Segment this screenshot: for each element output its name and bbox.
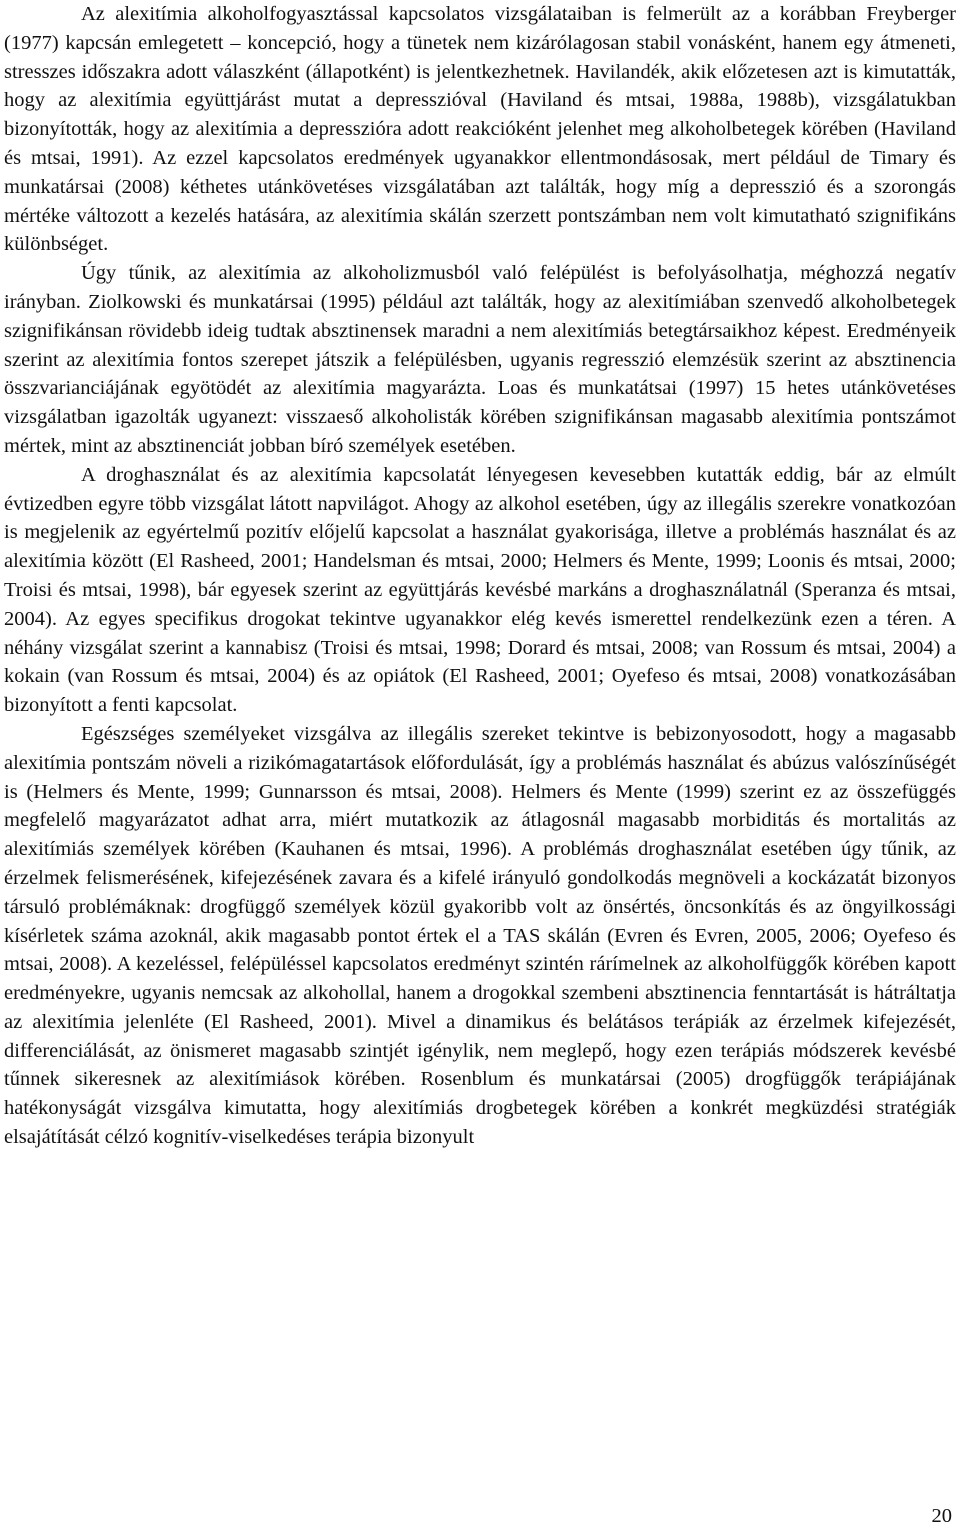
paragraph-healthy-subjects: Egészséges személyeket vizsgálva az illegális szereket tekintve is bebizonyosodott, hogy a magasabb alexitímia pontszám növeli a rizikómagatartások előfordulását, így a problémás használat és abúzus valószínűségét is (Helmers és Mente, 1999; Gunnarsson és mtsai, 2008). Helmers és Mente (1999) szerint ez az összefüggés megfelelő magyarázatot adhat arra, miért mutatkozik az átlagosnál magasabb morbiditás és mortalitás az alexitímiás személyek körében (Kauhanen és mtsai, 1996). A problémás droghasználat esetében úgy tűnik, az érzelmek felismerésének, kifejezésének zavara és a kifelé irányuló gondolkodás megnöveli a kockázatát bizonyos társuló problémáknak: drogfüggő személyek közül gyakoribb volt az önsértés, öncsonkítás és az öngyilkossági kísérletek száma azoknál, akik magasabb pontot értek el a TAS skálán (Evren és Evren, 2005, 2006; Oyefeso és mtsai, 2008). A kezeléssel, felépüléssel kapcsolatos eredményt szintén rárímelnek az alkoholfüggők körében kapott eredményekre, ugyanis nemcsak az alkohollal, hanem a drogokkal szembeni absztinencia fenntartását is hátráltatja az alexitímia jelenléte (El Rasheed, 2001). Mivel a dinamikus és belátásos terápiák az érzelmek kifejezését, differenciálását, az önismeret magasabb szintjét igénylik, nem meglepő, hogy ezen terápiás módszerek kevésbé tűnnek sikeresnek az alexitímiások körében. Rosenblum és munkatársai (2005) drogfüggők terápiájának hatékonyságát vizsgálva kimutatta, hogy alexitímiás drogbetegek körében a konkrét megküzdési stratégiák elsajátítását célzó kognitív-viselkedéses terápia bizonyult bbox=[4, 722, 956, 1149]
document-page bbox=[4, 0, 956, 1152]
paragraph-recovery: Úgy tűnik, az alexitímia az alkoholizmusból való felépülést is befolyásolhatja, méghozzá negatív irányban. Ziolkowski és munkatársai (1995) például azt találták, hogy az alexitímiában szenvedő alkoholbetegek szignifikánsan rövidebb ideig tudtak absztinensek maradni a nem alexitímiás betegtársaikhoz képest. Eredményeik szerint az alexitímia fontos szerepet játszik a felépülésben, ugyanis regresszió elemzésük szerint az absztinencia összvarianciájának egyötödét az alexitímia magyarázta. Loas és munkatátsai (1997) 15 hetes utánkövetéses vizsgálatban igazolták ugyanezt: visszaeső alkoholisták körében szignifikánsan magasabb alexitímia pontszámot mértek, mint az absztinenciát jobban bíró személyek esetében. bbox=[4, 262, 956, 457]
paragraph-drug-use: A droghasználat és az alexitímia kapcsolatát lényegesen kevesebben kutatták eddig, bár az elmúlt évtizedben egyre több vizsgálat látott napvilágot. Ahogy az alkohol esetében, úgy az illegális szerekre vonatkozóan is megjelenik az egyértelmű pozitív előjelű kapcsolat a használat gyakorisága, illetve a problémás használat és az alexitímia között (El Rasheed, 2001; Handelsman és mtsai, 2000; Helmers és Mente, 1999; Loonis és mtsai, 2000; Troisi és mtsai, 1998), bár egyesek szerint az együttjárás kevésbé markáns a droghasználatnál (Speranza és mtsai, 2004). Az egyes specifikus drogokat tekintve ugyanakkor elég kevés ismerettel rendelkezünk ezen a téren. A néhány vizsgálat szerint a kannabisz (Troisi és mtsai, 1998; Dorard és mtsai, 2008; van Rossum és mtsai, 2004) a kokain (van Rossum és mtsai, 2004) és az opiátok (El Rasheed, 2001; Oyefeso és mtsai, 2008) vonatkozásában bizonyított a fenti kapcsolat. bbox=[4, 463, 956, 717]
paragraph-alcohol-state: Az alexitímia alkoholfogyasztással kapcsolatos vizsgálataiban is felmerült az a korábban Freyberger (1977) kapcsán emlegetett – koncepció, hogy a tünetek nem kizárólagosan stabil vonásként, hanem egy átmeneti, stresszes időszakra adott válaszként (állapotként) is jelentkezhetnek. Havilandék, akik előzetesen azt is kimutatták, hogy az alexitímia együttjárást mutat a depresszióval (Haviland és mtsai, 1988a, 1988b), vizsgálatukban bizonyították, hogy az alexitímia a depresszióra adott reakcióként jelenhet meg alkoholbetegek körében (Haviland és mtsai, 1991). Az ezzel kapcsolatos eredmények ugyanakkor ellentmondásosak, mert például de Timary és munkatársai (2008) kéthetes utánkövetéses vizsgálatában azt találták, hogy míg a depresszió és a szorongás mértéke változott a kezelés hatására, az alexitímia skálán szerzett pontszámban nem volt kimutatható szignifikáns különbséget. bbox=[4, 3, 956, 256]
page-number: 20 bbox=[931, 1505, 952, 1527]
